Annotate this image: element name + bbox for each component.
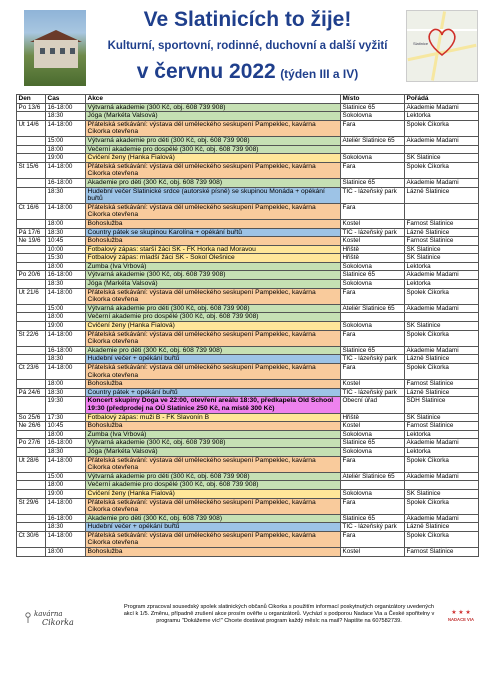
cell-day: St 29/6 (17, 498, 46, 514)
cell-day: St 22/6 (17, 330, 46, 346)
cell-event: Přátelská setkávání: výstava děl uměleckého seskupení Pampeklec, kavárna Cikorka otevřena (86, 120, 341, 136)
cell-organizer (405, 481, 479, 490)
cell-organizer: SK Slatinice (405, 322, 479, 331)
schedule-body (17, 103, 479, 556)
village-map (406, 10, 478, 82)
cell-time: 14-18:00 (46, 456, 86, 472)
cell-time: 14-18:00 (46, 288, 86, 304)
cell-organizer: Lektorka (405, 112, 479, 121)
cell-place: Fara (341, 364, 405, 380)
cell-time: 10:45 (46, 422, 86, 431)
cell-place: Ateliér Slatinice 65 (341, 472, 405, 481)
cell-day (17, 154, 46, 163)
cell-organizer: Farnost Slatinice (405, 422, 479, 431)
cell-event: Přátelská setkávání: výstava děl uměleckého seskupení Pampeklec, kavárna Cikorka otevřena (86, 456, 341, 472)
cell-time: 16-18:00 (46, 439, 86, 448)
cell-time: 14-18:00 (46, 498, 86, 514)
nadace-via-logo (444, 610, 478, 630)
cell-place: Kostel (341, 548, 405, 557)
cell-event: Přátelská setkávání: výstava děl uměleckého seskupení Pampeklec, kavárna Cikorka otevřena (86, 364, 341, 380)
cell-place: Fara (341, 288, 405, 304)
col-header-day: Den (17, 95, 46, 104)
cell-event: Fotbalový zápas: mladší žáci SK - Sokol Olešnice (86, 254, 341, 263)
table-row (17, 154, 479, 163)
cell-place: Sokolovna (341, 430, 405, 439)
cell-event: Bohoslužba (86, 219, 341, 228)
table-row (17, 203, 479, 219)
cell-event: Bohoslužba (86, 422, 341, 431)
table-row (17, 456, 479, 472)
cell-organizer: Akademie Madami (405, 103, 479, 112)
cell-time: 18:30 (46, 228, 86, 237)
cell-event: Zumba (Iva Vrbová) (86, 430, 341, 439)
cell-organizer: Akademie Madami (405, 439, 479, 448)
table-row (17, 388, 479, 397)
cell-place: Sokolovna (341, 262, 405, 271)
cell-time: 16-18:00 (46, 346, 86, 355)
cell-time: 19:00 (46, 154, 86, 163)
cell-time: 10:45 (46, 237, 86, 246)
table-row (17, 262, 479, 271)
cell-event: Přátelská setkávání: výstava děl uměleckého seskupení Pampeklec, kavárna Cikorka otevřena (86, 531, 341, 547)
cell-day (17, 254, 46, 263)
table-row (17, 322, 479, 331)
cell-event: Večerní akademie pro dospělé (300 Kč, obj. 608 739 908) (86, 313, 341, 322)
cell-organizer: Akademie Madami (405, 304, 479, 313)
page-footer (16, 604, 478, 632)
cell-event: Country pátek + opékání buřtů (86, 388, 341, 397)
cell-time: 18:00 (46, 145, 86, 154)
table-row (17, 245, 479, 254)
cell-organizer: Lázně Slatinice (405, 355, 479, 364)
cell-day: Po 27/6 (17, 439, 46, 448)
cell-place (341, 313, 405, 322)
cell-organizer: Spolek Cikorka (405, 162, 479, 178)
table-row (17, 271, 479, 280)
table-row (17, 254, 479, 263)
cell-place: Kostel (341, 422, 405, 431)
table-row (17, 288, 479, 304)
table-row (17, 304, 479, 313)
cell-organizer: Farnost Slatinice (405, 237, 479, 246)
table-row (17, 364, 479, 380)
cell-day: Pá 17/6 (17, 228, 46, 237)
table-row (17, 219, 479, 228)
cell-event: Jóga (Markéta Valsová) (86, 112, 341, 121)
cell-organizer: Spolek Cikorka (405, 364, 479, 380)
page-header (0, 0, 495, 92)
cell-time: 14-18:00 (46, 330, 86, 346)
cell-place: Fara (341, 498, 405, 514)
cell-organizer: Lázně Slatinice (405, 388, 479, 397)
logo-left-line1: kavárna (34, 610, 63, 618)
table-row (17, 514, 479, 523)
cell-place: Fara (341, 330, 405, 346)
cell-event: Večerní akademie pro dospělé (300 Kč, obj. 608 739 908) (86, 145, 341, 154)
cell-day: Čt 16/6 (17, 203, 46, 219)
col-header-time: Čas (46, 95, 86, 104)
table-row (17, 136, 479, 145)
cell-day (17, 112, 46, 121)
table-row (17, 228, 479, 237)
cell-organizer: Spolek Cikorka (405, 456, 479, 472)
cell-organizer: Akademie Madami (405, 346, 479, 355)
cell-event: Zumba (Iva Vrbová) (86, 262, 341, 271)
cell-organizer: Akademie Madami (405, 472, 479, 481)
cell-event: Výtvarná akademie (300 Kč, obj. 608 739 908) (86, 439, 341, 448)
cell-time: 19:30 (46, 397, 86, 413)
cell-time: 18:00 (46, 430, 86, 439)
heart-icon (425, 25, 459, 59)
cell-place: Sokolovna (341, 489, 405, 498)
cell-organizer: Lázně Slatinice (405, 523, 479, 532)
cell-place: TIC - lázeňský park (341, 388, 405, 397)
cell-organizer (405, 313, 479, 322)
cell-time: 18:00 (46, 219, 86, 228)
cell-place: Sokolovna (341, 447, 405, 456)
cell-organizer: SK Slatinice (405, 254, 479, 263)
cell-event: Akademie pro děti (300 Kč, obj. 608 739 908) (86, 178, 341, 187)
cell-time: 18:30 (46, 187, 86, 203)
cell-event: Výtvarná akademie (300 Kč, obj. 608 739 908) (86, 271, 341, 280)
cell-day: Ne 19/6 (17, 237, 46, 246)
cell-event: Country pátek se skupinou Karolína + opékání buřtů (86, 228, 341, 237)
cell-place: TIC - lázeňský park (341, 355, 405, 364)
cell-time: 19:00 (46, 322, 86, 331)
table-row (17, 346, 479, 355)
cell-place: Hřiště (341, 245, 405, 254)
cell-time: 18:00 (46, 262, 86, 271)
cell-place: Hřiště (341, 413, 405, 422)
table-row (17, 237, 479, 246)
cell-time: 15:00 (46, 304, 86, 313)
cell-time: 18:00 (46, 481, 86, 490)
cell-day: Čt 30/6 (17, 531, 46, 547)
cell-day (17, 178, 46, 187)
cell-organizer (405, 203, 479, 219)
table-row (17, 523, 479, 532)
cell-place: Slatinice 65 (341, 439, 405, 448)
table-row (17, 313, 479, 322)
cell-event: Výtvarná akademie pro děti (300 Kč, obj. 608 739 908) (86, 472, 341, 481)
cell-time: 18:30 (46, 523, 86, 532)
cell-day (17, 187, 46, 203)
cell-day: Pá 24/6 (17, 388, 46, 397)
cell-event: Cvičení ženy (Hanka Fialová) (86, 322, 341, 331)
cell-day: Út 21/6 (17, 288, 46, 304)
cell-place: Kostel (341, 380, 405, 389)
cell-place: Slatinice 65 (341, 346, 405, 355)
cell-event: Bohoslužba (86, 548, 341, 557)
cell-event: Přátelská setkávání: výstava děl uměleckého seskupení Pampeklec, kavárna Cikorka otevřena (86, 330, 341, 346)
cell-day (17, 245, 46, 254)
footer-note: Program zpracoval sousedský spolek slatinických občanů Cikorka s použitím informací poskytnutých organizátory uvedených akcí k 1/5. Změnu, případně zrušení akce prosím ověřte u organizátorů. Vychází s podporou Nadace Via a České spořitelny v programu "Dokážeme víc!" Chcete dostávat program každý měsíc na mail? Napište na 607582739. (123, 604, 435, 625)
cell-event: Přátelská setkávání: výstava děl uměleckého seskupení Pampeklec, kavárna Cikorka otevřena (86, 288, 341, 304)
cell-time: 14-18:00 (46, 120, 86, 136)
cell-place: Fara (341, 531, 405, 547)
cell-organizer: Lektorka (405, 262, 479, 271)
cell-day (17, 514, 46, 523)
cell-day (17, 262, 46, 271)
cell-organizer: Farnost Slatinice (405, 380, 479, 389)
col-header-event: Akce (86, 95, 341, 104)
table-row (17, 481, 479, 490)
cell-place: Fara (341, 162, 405, 178)
cell-event: Večerní akademie pro dospělé (300 Kč, obj. 608 739 908) (86, 481, 341, 490)
table-row (17, 355, 479, 364)
cell-time: 16-18:00 (46, 103, 86, 112)
cell-event: Výtvarná akademie (300 Kč, obj. 608 739 908) (86, 103, 341, 112)
cell-place: Kostel (341, 237, 405, 246)
week-range: (týden III a IV) (280, 67, 359, 81)
cell-organizer: Lektorka (405, 430, 479, 439)
cell-time: 19:00 (46, 489, 86, 498)
table-row (17, 489, 479, 498)
cell-event: Fotbalový zápas: muži B - FK Slavonín B (86, 413, 341, 422)
table-row (17, 472, 479, 481)
cell-organizer: Lázně Slatinice (405, 228, 479, 237)
cell-time: 15:30 (46, 254, 86, 263)
cell-organizer: Akademie Madami (405, 271, 479, 280)
cell-time: 18:00 (46, 313, 86, 322)
cell-day (17, 145, 46, 154)
cell-time: 18:30 (46, 280, 86, 289)
cell-event: Koncert skupiny Doga ve 22:00, otevření areálu 18:30, předkapela Old School 19:30 (předprodej na OÚ Slatinice 250 Kč, na místě 300 Kč) (86, 397, 341, 413)
table-row (17, 439, 479, 448)
cell-day: So 25/6 (17, 413, 46, 422)
cell-day (17, 481, 46, 490)
cell-organizer: Lázně Slatinice (405, 187, 479, 203)
table-row (17, 187, 479, 203)
table-row (17, 145, 479, 154)
cell-time: 14-18:00 (46, 162, 86, 178)
table-row (17, 178, 479, 187)
map-label: Slatinice (413, 41, 429, 46)
cell-organizer: Farnost Slatinice (405, 548, 479, 557)
cell-organizer: SK Slatinice (405, 245, 479, 254)
cell-time: 14-18:00 (46, 203, 86, 219)
cell-place: Hřiště (341, 254, 405, 263)
cell-place: Obecní úřad (341, 397, 405, 413)
month-title: v červnu 2022 (136, 60, 276, 83)
cell-time: 10:00 (46, 245, 86, 254)
table-row (17, 548, 479, 557)
cell-place: Slatinice 65 (341, 178, 405, 187)
cell-place: Sokolovna (341, 154, 405, 163)
cell-place: Sokolovna (341, 322, 405, 331)
cell-place: Slatinice 65 (341, 271, 405, 280)
cell-place: Fara (341, 203, 405, 219)
cell-place (341, 481, 405, 490)
cell-time: 15:00 (46, 136, 86, 145)
table-row (17, 498, 479, 514)
table-row (17, 112, 479, 121)
cikorka-logo (20, 606, 90, 632)
cell-place: TIC - lázeňský park (341, 187, 405, 203)
cell-day: Po 20/6 (17, 271, 46, 280)
table-row (17, 103, 479, 112)
cell-day: Ne 26/6 (17, 422, 46, 431)
cell-event: Cvičení ženy (Hanka Fialová) (86, 489, 341, 498)
cell-place: Fara (341, 120, 405, 136)
cell-day (17, 322, 46, 331)
cell-event: Bohoslužba (86, 380, 341, 389)
cell-organizer: Lektorka (405, 280, 479, 289)
cell-event: Jóga (Markéta Valsová) (86, 280, 341, 289)
cell-time: 18:30 (46, 112, 86, 121)
cell-day (17, 313, 46, 322)
cell-event: Výtvarná akademie pro děti (300 Kč, obj. 608 739 908) (86, 136, 341, 145)
cell-place: Ateliér Slatinice 65 (341, 136, 405, 145)
cell-event: Akademie pro děti (300 Kč, obj. 608 739 908) (86, 514, 341, 523)
cell-day (17, 219, 46, 228)
cell-time: 16-18:00 (46, 178, 86, 187)
cell-day: Út 14/6 (17, 120, 46, 136)
table-row (17, 120, 479, 136)
cell-organizer: SDH Slatinice (405, 397, 479, 413)
cell-organizer: Lektorka (405, 447, 479, 456)
table-row (17, 531, 479, 547)
cell-day: Út 28/6 (17, 456, 46, 472)
cell-organizer: Spolek Cikorka (405, 531, 479, 547)
schedule-table (16, 94, 479, 557)
cell-event: Bohoslužba (86, 237, 341, 246)
cell-time: 18:00 (46, 548, 86, 557)
cell-time: 16-18:00 (46, 514, 86, 523)
stars-icon: ★ ★ ★ (451, 610, 471, 616)
cell-day (17, 472, 46, 481)
cell-place: Kostel (341, 219, 405, 228)
cell-place: Slatinice 65 (341, 514, 405, 523)
table-row (17, 430, 479, 439)
cell-day (17, 304, 46, 313)
col-header-place: Místo (341, 95, 405, 104)
cell-event: Akademie pro děti (300 Kč, obj. 608 739 908) (86, 346, 341, 355)
cell-day (17, 136, 46, 145)
cell-event: Jóga (Markéta Valsová) (86, 447, 341, 456)
cell-place (341, 145, 405, 154)
cell-day (17, 355, 46, 364)
cell-event: Výtvarná akademie pro děti (300 Kč, obj. 608 739 908) (86, 304, 341, 313)
table-row (17, 447, 479, 456)
cell-organizer: SK Slatinice (405, 154, 479, 163)
cell-place: Sokolovna (341, 112, 405, 121)
cell-day: St 15/6 (17, 162, 46, 178)
cell-time: 18:30 (46, 388, 86, 397)
cell-time: 14-18:00 (46, 531, 86, 547)
cell-place: Ateliér Slatinice 65 (341, 304, 405, 313)
cell-organizer: SK Slatinice (405, 489, 479, 498)
cell-organizer: SK Slatinice (405, 413, 479, 422)
cell-organizer: Akademie Madami (405, 514, 479, 523)
logo-left-line2: Cikorka (42, 618, 74, 627)
table-row (17, 422, 479, 431)
cell-organizer: Akademie Madami (405, 178, 479, 187)
cell-organizer: Farnost Slatinice (405, 219, 479, 228)
cell-place: Sokolovna (341, 280, 405, 289)
col-header-organizer: Pořádá (405, 95, 479, 104)
cell-day (17, 447, 46, 456)
cell-organizer: Spolek Cikorka (405, 288, 479, 304)
cell-day: Po 13/6 (17, 103, 46, 112)
table-row (17, 397, 479, 413)
cell-event: Hudební večer + opékání buřtů (86, 355, 341, 364)
cell-organizer: Akademie Madami (405, 136, 479, 145)
cell-event: Cvičení ženy (Hanka Fialová) (86, 154, 341, 163)
cell-place: TIC - lázeňský park (341, 523, 405, 532)
table-row (17, 380, 479, 389)
cell-day (17, 397, 46, 413)
cell-day (17, 489, 46, 498)
cell-day (17, 380, 46, 389)
cell-place: Slatinice 65 (341, 103, 405, 112)
cell-event: Hudební večer Slatinické srdce (autorské písně) se skupinou Monáda + opékání buřtů (86, 187, 341, 203)
cell-day (17, 548, 46, 557)
table-row (17, 413, 479, 422)
cell-time: 15:00 (46, 472, 86, 481)
cell-place: Fara (341, 456, 405, 472)
table-header-row (17, 95, 479, 104)
cell-time: 18:30 (46, 355, 86, 364)
table-row (17, 162, 479, 178)
cell-day (17, 430, 46, 439)
cell-organizer: Spolek Cikorka (405, 120, 479, 136)
cell-place: TIC - lázeňský park (341, 228, 405, 237)
cell-organizer (405, 145, 479, 154)
cell-time: 17:30 (46, 413, 86, 422)
cell-time: 14-18:00 (46, 364, 86, 380)
cell-event: Fotbalový zápas: starší žáci SK - FK Horka nad Moravou (86, 245, 341, 254)
cell-time: 16-18:00 (46, 271, 86, 280)
cell-organizer: Spolek Cikorka (405, 498, 479, 514)
cell-event: Přátelská setkávání: výstava děl uměleckého seskupení Pampeklec, kavárna Cikorka otevřena (86, 498, 341, 514)
logo-right-text: NADACE VIA (447, 617, 475, 622)
flower-icon (22, 610, 34, 624)
page-subtitle: Kulturní, sportovní, rodinné, duchovní a další vyžití (107, 40, 388, 52)
cell-day (17, 346, 46, 355)
cell-event: Hudební večer + opékání buřtů (86, 523, 341, 532)
cell-organizer: Spolek Cikorka (405, 330, 479, 346)
cell-day (17, 523, 46, 532)
cell-time: 18:30 (46, 447, 86, 456)
cell-event: Přátelská setkávání: výstava děl uměleckého seskupení Pampeklec, kavárna Cikorka otevřena (86, 162, 341, 178)
table-row (17, 280, 479, 289)
cell-day (17, 280, 46, 289)
cell-day: Čt 23/6 (17, 364, 46, 380)
page-title: Ve Slatinicích to žije! (143, 8, 352, 31)
cell-time: 18:00 (46, 380, 86, 389)
cell-event: Přátelská setkávání: výstava děl uměleckého seskupení Pampeklec, kavárna Cikorka otevřena (86, 203, 341, 219)
table-row (17, 330, 479, 346)
